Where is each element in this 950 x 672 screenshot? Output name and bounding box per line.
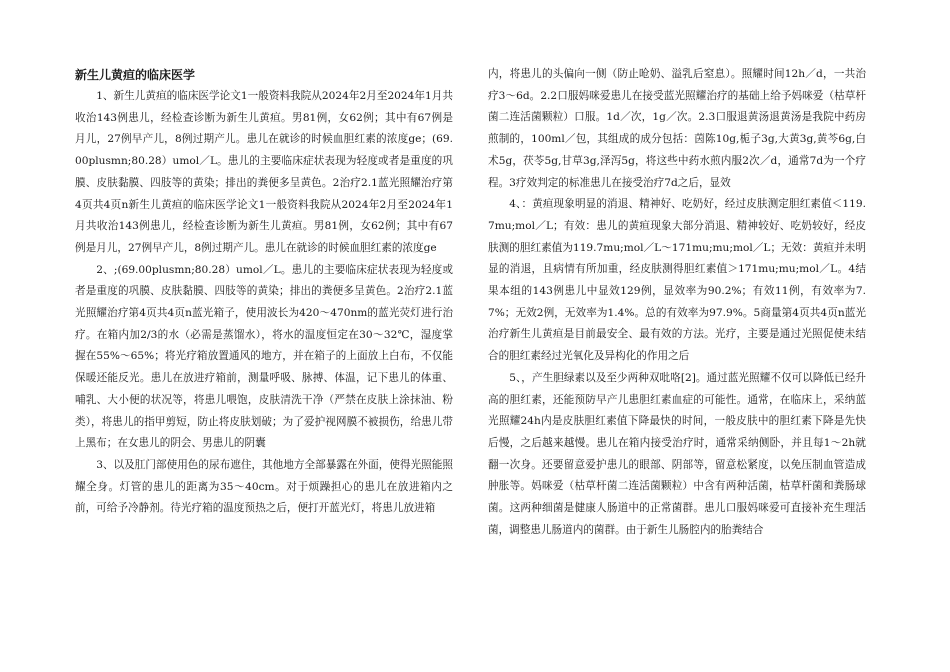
paragraph-2: 2、;(69.00plusmn;80.28）umol／L。患儿的主要临床症状表现为轻度或者是重度的巩膜、皮肤黏膜、四肢等的黄染；排出的粪便多呈黄色。2治疗2.1蓝光照耀治疗第4页共4页n蓝光箱子，使用波长为420～470nm的蓝光荧灯进行治疗。在箱内加2/3的水（必需是蒸馏水），将水的温度恒定在30～32℃，湿度掌握在55%～65%；将光疗箱放置通风的地方，并在箱子的上面放上白布，不仅能保暖还能反光。患儿在放进疗箱前，测量呼吸、脉搏、体温，记下患儿的体重、哺乳、大小便的状况等，将患儿喂饱，皮肤清洗干净（严禁在皮肤上涂抹油、粉类），将患儿的指甲剪短，防止将皮肤划破；为了爱护视网膜不被损伤，给患儿带上黑布；在女患儿的阴会、男患儿的阴囊 <box>75 263 453 450</box>
paragraph-3-continued: 内，将患儿的头偏向一侧（防止呛奶、溢乳后窒息）。照耀时间12h／d，一共治疗3～6d。2.2口服妈咪爱患儿在接受蓝光照耀治疗的基础上给予妈咪爱（枯草杆菌二连活菌颗粒）口服。1d／次，1g／次。2.3口服退黄汤退黄汤是我院中药房煎制的，100ml／包，其组成的成分包括：茵陈10g,栀子3g,大黄3g,黄芩6g,白术5g，茯苓5g,甘草3g,泽泻5g，将这些中药水煎内服2次／d，通常7d为一个疗程。3疗效判定的标准患儿在接受治疗7d之后，显效 <box>488 68 866 189</box>
paragraph-3: 3、以及肛门部使用色的尿布遮住，其他地方全部暴露在外面，使得光照能照耀全身。灯管的患儿的距离为35～40cm。对于烦躁担心的患儿在放进箱内之前，可给予冷静剂。待光疗箱的温度预热之后，便打开蓝光灯，将患儿放进箱 <box>75 458 453 515</box>
right-column <box>488 64 866 541</box>
paragraph-1: 1、新生儿黄疸的临床医学论文1一般资料我院从2024年2月至2024年1月共收治143例患儿，经检查诊断为新生儿黄疸。男81例，女62例；其中有67例是月儿，27例早产儿，8例过期产儿。患儿在就诊的时候血胆红素的浓度ge；(69.00plusmn;80.28）umol／L。患儿的主要临床症状表现为轻度或者是重度的巩膜、皮肤黏膜、四肢等的黄染；排出的粪便多呈黄色。2治疗2.1蓝光照耀治疗第4页共4页n新生儿黄疸的临床医学论文1一般资料我院从2024年2月至2024年1月共收治143例患儿，经检查诊断为新生儿黄疸。男81例，女62例；其中有67例是月儿，27例早产儿，8例过期产儿。患儿在就诊的时候血胆红素的浓度ge <box>75 90 453 254</box>
paragraph-4: 4、：黄疸现象明显的消退、精神好、吃奶好，经过皮肤测定胆红素值＜119.7mu;mol／L；有效：患儿的黄疸现象大部分消退、精神较好、吃奶较好，经皮肤测的胆红素值为119.7mu;mol／L～171mu;mu;mol／L；无效：黄疸并未明显的消退，且病情有所加重，经皮肤测得胆红素值＞171mu;mu;mol／L。4结果本组的143例患儿中显效129例，显效率为90.2%；有效11例，有效率为7.7%；无效2例，无效率为1.4%。总的有效率为97.9%。5商量第4页共4页n蓝光治疗新生儿黄疸是目前最安全、最有效的方法。光疗，主要是通过光照促使未结合的胆红素经过光氧化及异构化的作用之后 <box>488 198 866 363</box>
page-title: 新生儿黄疸的临床医学 <box>75 68 196 82</box>
paragraph-5: 5、，产生胆绿素以及至少两种双吡咯[2]。通过蓝光照耀不仅可以降低已经升高的胆红素，还能预防早产儿患胆红素血症的可能性。通常，在临床上，采纳蓝光照耀24h内是皮肤胆红素值下降最快的时间，一般皮肤中的胆红素下降是先快后慢，之后越来越慢。患儿在箱内接受治疗时，通常采纳侧卧，并且每1～2h就翻一次身。还要留意爱护患儿的眼部、阴部等，留意松紧度，以免压制血管造成肿胀等。妈咪爱（枯草杆菌二连活菌颗粒）中含有两种活菌，枯草杆菌和粪肠球菌。这两种细菌是健康人肠道中的正常菌群。患儿口服妈咪爱可直接补充生理活菌，调整患儿肠道内的菌群。由于新生儿肠腔内的胎粪结合 <box>488 371 866 536</box>
left-column <box>75 63 453 520</box>
